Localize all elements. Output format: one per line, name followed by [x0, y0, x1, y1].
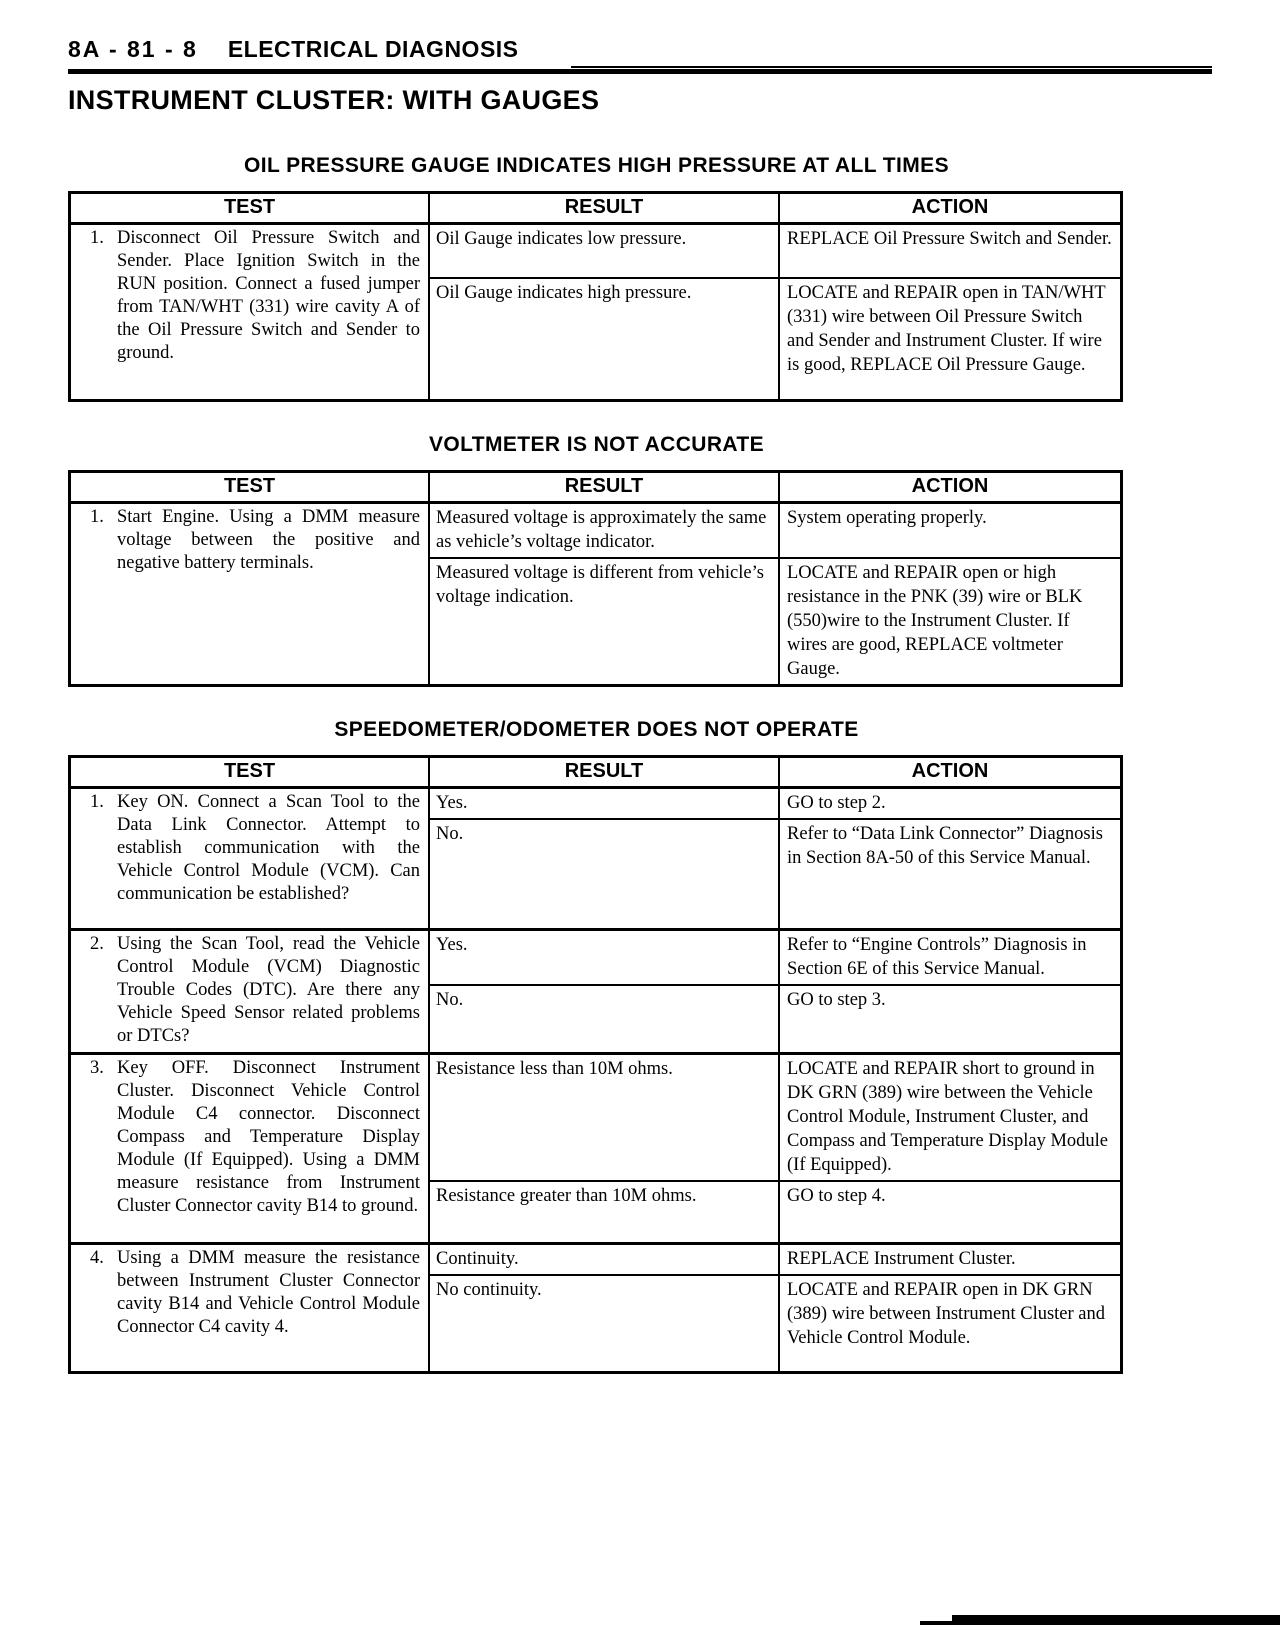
table-row: [71, 225, 1120, 399]
outcome-row: [430, 557, 1120, 684]
action-cell: Refer to “Data Link Connector” Diagnosis in Section 8A-50 of this Service Manual.: [778, 820, 1120, 928]
action-cell: REPLACE Instrument Cluster.: [778, 1245, 1120, 1274]
section-title: ELECTRICAL DIAGNOSIS: [227, 36, 519, 62]
outcome-row: [430, 504, 1120, 557]
action-cell: GO to step 2.: [778, 789, 1120, 818]
result-cell: Measured voltage is approximately the same as vehicle’s voltage indicator.: [436, 508, 767, 552]
test-text: Key OFF. Disconnect Instrument Cluster. Disconnect Vehicle Control Module C4 connector. Disconnect Compass and Temperature Display Module (If Equipped). Using a DMM measure resistance from Instrument Cluster Connector cavity B14 to ground.: [117, 1058, 420, 1216]
outcome-row: [430, 1274, 1120, 1371]
diagnostic-table-speedometer: [68, 755, 1123, 1374]
column-header-test: TEST: [223, 475, 276, 497]
outcomes: [428, 789, 1120, 928]
outcome-row: [430, 789, 1120, 818]
outcome-row: [430, 931, 1120, 984]
result-cell: No continuity.: [436, 1280, 542, 1300]
result-cell: Continuity.: [436, 1249, 519, 1269]
outcome-row: [430, 277, 1120, 399]
table-header-row: [71, 194, 1120, 225]
table-row: [71, 504, 1120, 684]
result-cell: Measured voltage is different from vehicle’s voltage indication.: [436, 563, 764, 607]
test-cell: [71, 504, 428, 684]
table-heading: VOLTMETER IS NOT ACCURATE: [428, 433, 765, 456]
table-row: [71, 928, 1120, 1052]
action-cell: GO to step 4.: [778, 1182, 1120, 1242]
step-number: 2.: [90, 934, 104, 954]
column-header-result: RESULT: [428, 473, 778, 501]
result-cell: No.: [436, 990, 464, 1010]
result-cell: Resistance greater than 10M ohms.: [436, 1186, 697, 1206]
action-cell: LOCATE and REPAIR open or high resistance in the PNK (39) wire or BLK (550)wire to the Instrument Cluster. If wires are good, REPLACE voltmeter Gauge.: [778, 559, 1120, 684]
scan-artifact-bar: [952, 1615, 1280, 1625]
test-cell: [71, 1245, 428, 1371]
manual-page: [68, 36, 1125, 1374]
outcomes: [428, 1245, 1120, 1371]
outcome-row: [430, 984, 1120, 1052]
action-cell: Refer to “Engine Controls” Diagnosis in Section 6E of this Service Manual.: [778, 931, 1120, 984]
outcomes: [428, 1055, 1120, 1242]
column-header-action: ACTION: [778, 473, 1120, 501]
result-cell: Oil Gauge indicates high pressure.: [436, 283, 692, 303]
outcome-row: [430, 818, 1120, 928]
column-header-action: ACTION: [778, 194, 1120, 222]
table-row: [71, 789, 1120, 928]
test-text: Disconnect Oil Pressure Switch and Sender. Place Ignition Switch in the RUN position. Connect a fused jumper from TAN/WHT (331) wire cavity A of the Oil Pressure Switch and Sender to ground.: [117, 228, 420, 363]
outcome-row: [430, 225, 1120, 277]
test-cell: [71, 225, 428, 399]
test-text: Using the Scan Tool, read the Vehicle Control Module (VCM) Diagnostic Trouble Codes (DTC). Are there any Vehicle Speed Sensor related problems or DTCs?: [117, 934, 420, 1046]
outcomes: [428, 225, 1120, 399]
result-cell: No.: [436, 824, 464, 844]
column-header-test: TEST: [223, 196, 276, 218]
page-number: 8A - 81 - 8: [68, 36, 198, 62]
outcomes: [428, 504, 1120, 684]
column-header-action: ACTION: [778, 758, 1120, 786]
outcomes: [428, 931, 1120, 1052]
result-cell: Oil Gauge indicates low pressure.: [436, 229, 687, 249]
outcome-row: [430, 1180, 1120, 1242]
test-cell: [71, 789, 428, 928]
diagnostic-table-oil-pressure: [68, 191, 1123, 402]
table-row: [71, 1242, 1120, 1371]
action-cell: REPLACE Oil Pressure Switch and Sender.: [778, 225, 1120, 277]
column-header-test: TEST: [223, 760, 276, 782]
result-cell: Resistance less than 10M ohms.: [436, 1059, 673, 1079]
table-header-row: [71, 473, 1120, 504]
result-cell: Yes.: [436, 793, 468, 813]
outcome-row: [430, 1245, 1120, 1274]
step-number: 4.: [90, 1248, 104, 1268]
step-number: 3.: [90, 1058, 104, 1078]
table-heading: OIL PRESSURE GAUGE INDICATES HIGH PRESSURE AT ALL TIMES: [244, 154, 949, 177]
test-text: Using a DMM measure the resistance between Instrument Cluster Connector cavity B14 and Vehicle Control Module Connector C4 cavity 4.: [117, 1248, 420, 1337]
column-header-result: RESULT: [428, 758, 778, 786]
step-number: 1.: [90, 228, 104, 248]
table-header-row: [71, 758, 1120, 789]
action-cell: GO to step 3.: [778, 986, 1120, 1052]
step-number: 1.: [90, 507, 104, 527]
column-header-result: RESULT: [428, 194, 778, 222]
action-cell: System operating properly.: [778, 504, 1120, 557]
action-cell: LOCATE and REPAIR short to ground in DK GRN (389) wire between the Vehicle Control Module, Instrument Cluster, and Compass and Temperature Display Module (If Equipped).: [778, 1055, 1120, 1180]
test-cell: [71, 1055, 428, 1242]
test-text: Start Engine. Using a DMM measure voltage between the positive and negative battery terminals.: [117, 507, 420, 573]
test-text: Key ON. Connect a Scan Tool to the Data Link Connector. Attempt to establish communication with the Vehicle Control Module (VCM). Can communication be established?: [117, 792, 420, 904]
action-cell: LOCATE and REPAIR open in TAN/WHT (331) wire between Oil Pressure Switch and Sender and Instrument Cluster. If wire is good, REPLACE Oil Pressure Gauge.: [778, 279, 1120, 399]
outcome-row: [430, 1055, 1120, 1180]
action-cell: LOCATE and REPAIR open in DK GRN (389) wire between Instrument Cluster and Vehicle Control Module.: [778, 1276, 1120, 1371]
diagnostic-table-voltmeter: [68, 470, 1123, 687]
step-number: 1.: [90, 792, 104, 812]
table-heading: SPEEDOMETER/ODOMETER DOES NOT OPERATE: [334, 718, 859, 741]
table-row: [71, 1052, 1120, 1242]
result-cell: Yes.: [436, 935, 468, 955]
test-cell: [71, 931, 428, 1052]
header-rule: [68, 69, 1212, 74]
page-header: [68, 36, 1125, 63]
page-title: INSTRUMENT CLUSTER: WITH GAUGES: [68, 85, 600, 115]
